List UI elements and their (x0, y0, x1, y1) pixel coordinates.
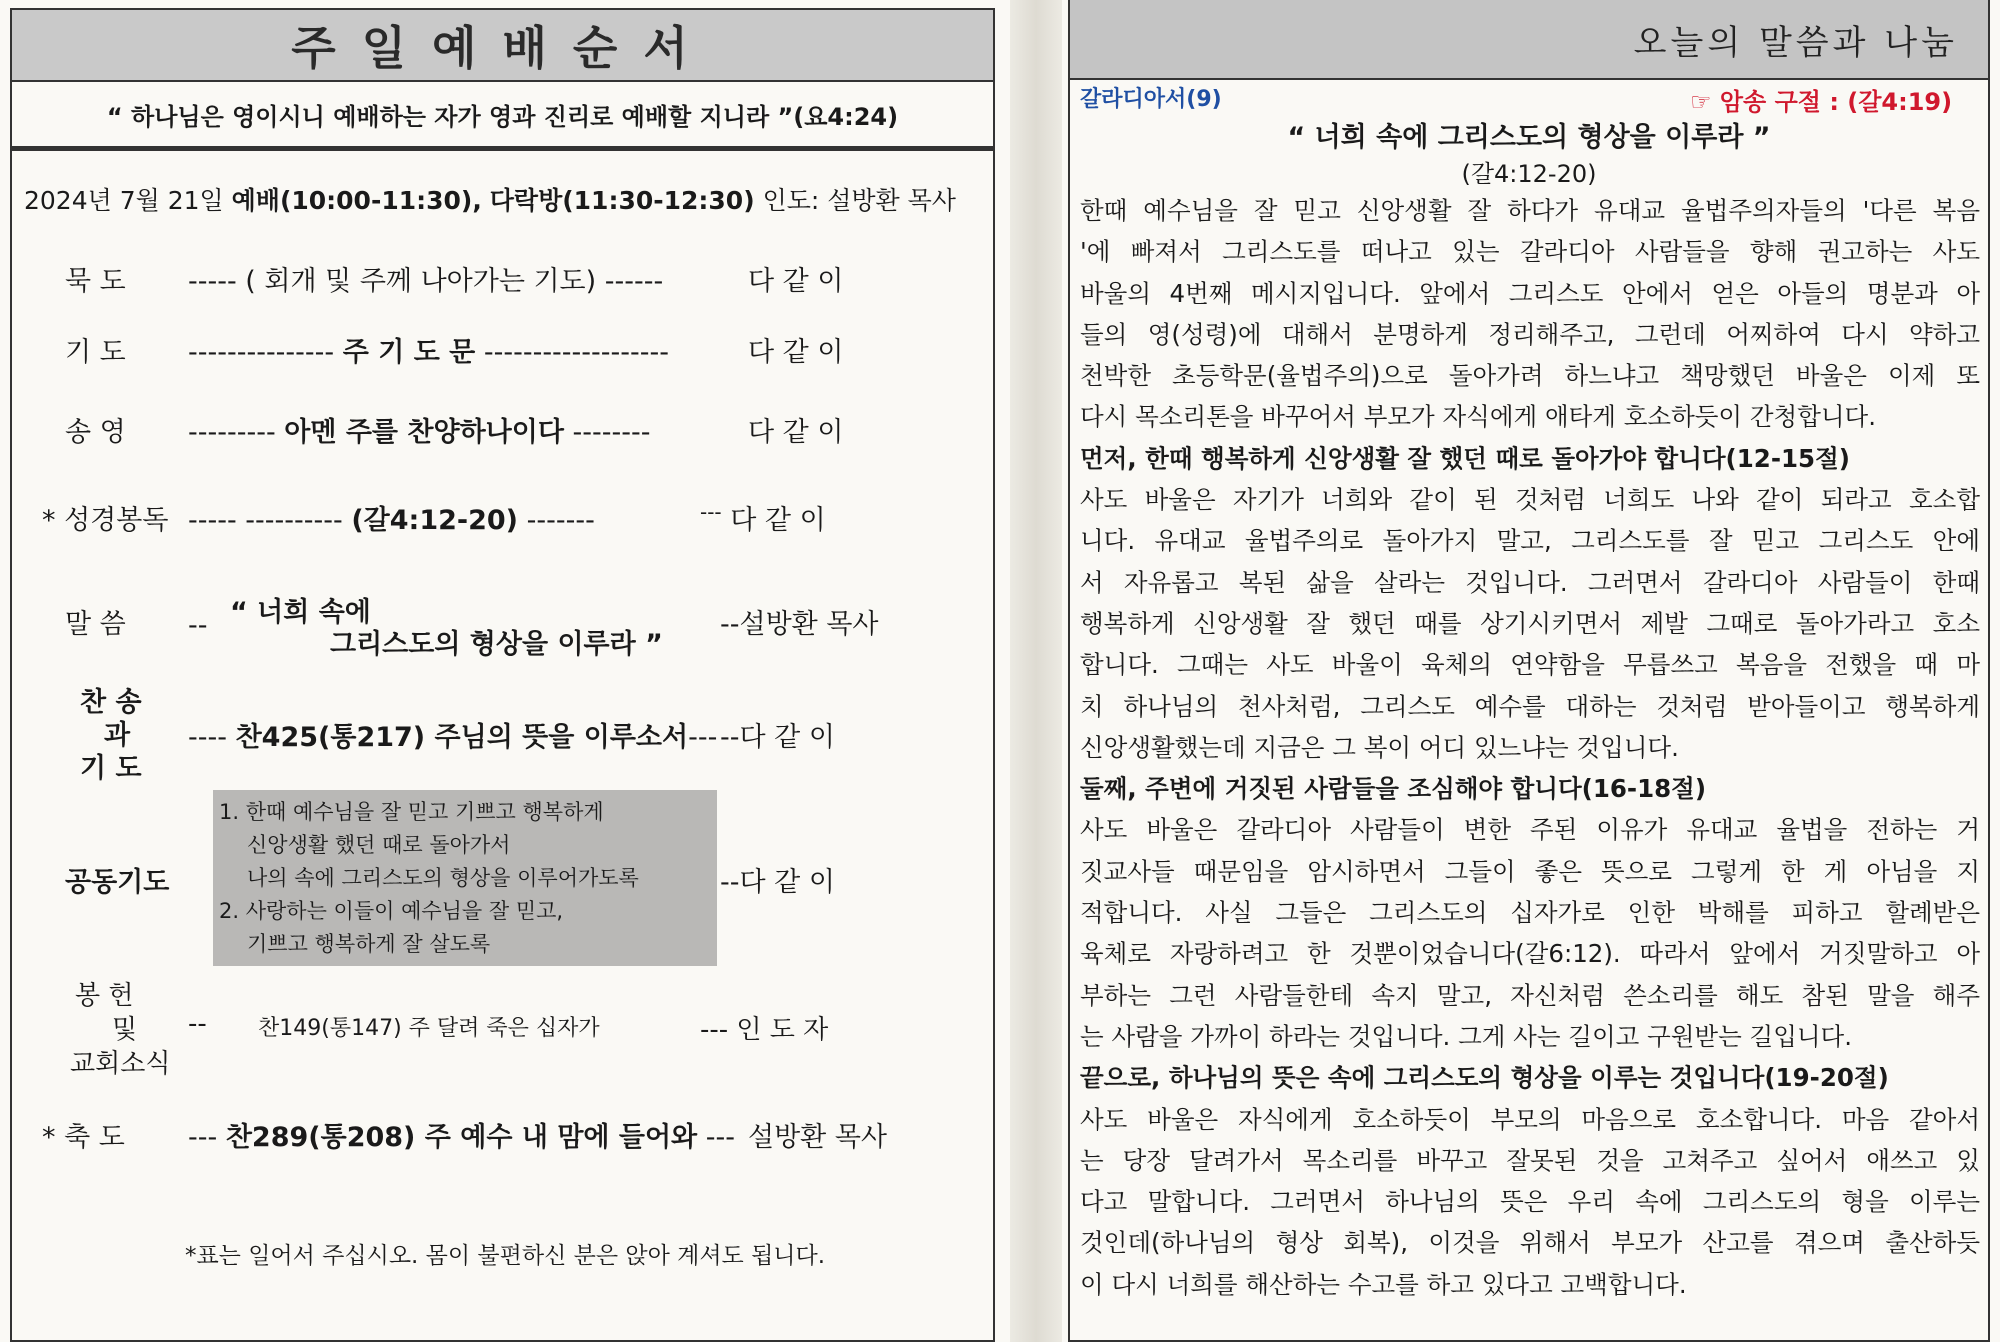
body-line: 행복하게 신앙생활 잘 했던 때를 상기시키면서 제발 그때로 돌아가라고 호소 (1080, 608, 1980, 638)
worship-item-sermon (0, 598, 1000, 678)
item-detail: ---- 찬425(통217) 주님의 뜻을 이루소서--- (188, 722, 718, 753)
body-line: 한때 예수님을 잘 믿고 신앙생활 잘 하다가 유대교 율법주의자들의 '다른 복음 (1080, 196, 1980, 225)
service-time: 예배(10:00-11:30), (231, 186, 482, 215)
item-detail: --------- 아멘 주를 찬양하나이다 -------- (188, 417, 651, 448)
prayer-line: 기쁘고 행복하게 잘 살도록 (247, 932, 491, 956)
body-line: 이 다시 너희를 해산하는 수고를 하고 있다고 고백합니다. (1080, 1269, 1687, 1299)
body-line: 는 사람을 가까이 하라는 것입니다. 그게 사는 길이고 구원받는 길입니다. (1080, 1021, 1853, 1051)
body-line: 다시 목소리톤을 바꾸어서 부모가 자식에게 애타게 호소하듯이 간청합니다. (1080, 402, 1876, 432)
body-line: 들의 영(성령)에 대해서 분명하게 정리해주고, 그런데 어찌하여 다시 약하고 (1080, 319, 1980, 349)
item-detail: --- 찬289(통208) 주 예수 내 맘에 들어와 --- (188, 1122, 735, 1153)
series-label: 갈라디아서(9) (1080, 87, 1222, 112)
item-leader: --- 인 도 자 (700, 1015, 829, 1045)
item-leader: --설방환 목사 (720, 609, 879, 640)
item-detail-dash: -- (188, 1009, 207, 1039)
section-heading: 끝으로, 하나님의 뜻은 속에 그리스도의 형상을 이루는 것입니다(19-20절) (1080, 1063, 1889, 1093)
upper-room-time: 다락방(11:30-12:30) (489, 186, 755, 215)
sermon-reference: (갈4:12-20) (1461, 160, 1597, 188)
worship-item-offering-and-news (0, 975, 1000, 1085)
body-line: 육체로 자랑하려고 한 것뿐이었습니다(갈6:12). 따라서 앞에서 거짓말하고 아 (1080, 939, 1980, 969)
scripture-quote: “ 하나님은 영이시니 예배하는 자가 영과 진리로 예배할 지니라 ”(요4:24) (10, 82, 995, 148)
body-line: 바울의 4번째 메시지입니다. 앞에서 그리스도 안에서 얻은 아들의 명분과 아 (1080, 278, 1980, 308)
body-line: 짓교사들 때문임을 암시하면서 그들이 좋은 뜻으로 그렇게 한 게 아님을 지 (1080, 856, 1980, 886)
item-label-line-1: 찬 송 (80, 687, 142, 718)
item-leader: --다 같 이 (720, 867, 835, 898)
item-leader: 설방환 목사 (748, 1122, 887, 1153)
memory-verse: ☞ 암송 구절 : (갈4:19) (1690, 88, 1953, 116)
standing-note: *표는 일어서 주십시오. 몸이 불편하신 분은 앉아 계셔도 됩니다. (184, 1243, 826, 1269)
body-line: 는 당장 달려가서 목소리를 바꾸고 잘못된 것을 고쳐주고 싶어서 애쓰고 있 (1080, 1145, 1980, 1175)
item-detail: 찬149(통147) 주 달려 죽은 십자가 (258, 1016, 600, 1041)
body-line: 니다. 유대교 율법주의로 돌아가지 말고, 그리스도를 잘 믿고 그리스도 안에 (1080, 526, 1980, 556)
service-date: 2024년 7월 21일 (24, 186, 224, 215)
body-line: 사도 바울은 자식에게 호소하듯이 부모의 마음으로 호소합니다. 마음 같아서 (1080, 1104, 1980, 1134)
body-line: '에 빠져서 그리스도를 떠나고 있는 갈라디아 사람들을 향해 권고하는 사도 (1080, 237, 1980, 267)
item-label-line-3: 교회소식 (70, 1049, 171, 1079)
body-line: 부하는 그런 사람들한테 속지 말고, 자신처럼 쓴소리를 해도 참된 말을 해주 (1080, 980, 1980, 1010)
item-detail-dash: -- (188, 610, 208, 641)
item-leader: --- 다 같 이 (700, 500, 826, 536)
body-line: 적합니다. 사실 그들은 그리스도의 십자가로 인한 박해를 피하고 할례받은 (1080, 898, 1980, 928)
item-detail: ----- ( 회개 및 주께 나아가는 기도) ------ (188, 266, 664, 297)
item-leader: --다 같 이 (720, 722, 835, 753)
section-heading: 둘째, 주변에 거짓된 사람들을 조심해야 합니다(16-18절) (1080, 774, 1707, 804)
body-line: 다고 말합니다. 그러면서 하나님의 뜻은 우리 속에 그리스도의 형을 이루는 (1080, 1187, 1980, 1217)
body-line: 치 하나님의 천사처럼, 그리스도 예수를 대하는 것처럼 받아들이고 행복하게 (1080, 691, 1980, 721)
prayer-line: 나의 속에 그리스도의 형상을 이루어가도록 (247, 866, 639, 890)
item-leader: 다 같 이 (748, 337, 844, 368)
item-label-line-2: 및 (112, 1015, 138, 1045)
item-label: * 축 도 (42, 1122, 125, 1153)
item-label: 기 도 (65, 337, 126, 368)
todays-word-header: 오늘의 말씀과 나눔 (1068, 0, 1990, 80)
service-dateline (24, 181, 956, 217)
body-line: 신앙생활했는데 지금은 그 복이 어디 있느냐는 것입니다. (1080, 732, 1679, 762)
item-label: 묵 도 (65, 266, 126, 297)
item-label: * 성경봉독 (42, 505, 169, 536)
sermon-title: “ 너희 속에 그리스도의 형상을 이루라 ” (1287, 122, 1771, 153)
page-gutter (1010, 0, 1062, 1342)
item-label: 공동기도 (65, 867, 170, 898)
body-line: 합니다. 그때는 사도 바울이 육체의 연약함을 무릅쓰고 복음을 전했을 때 마 (1080, 650, 1980, 680)
item-leader: 다 같 이 (748, 266, 844, 297)
sermon-title-line-2: 그리스도의 형상을 이루라 ” (330, 629, 663, 660)
item-detail: ----- ---------- (갈4:12-20) ------- (188, 505, 595, 536)
body-line: 천박한 초등학문(율법주의)으로 돌아가려 하느냐고 책망했던 바울은 이제 또 (1080, 361, 1980, 391)
item-label-line-1: 봉 헌 (75, 981, 134, 1011)
item-detail: --------------- 주 기 도 문 ------------------- (188, 337, 669, 368)
body-line: 사도 바울은 자기가 너희와 같이 된 것처럼 너희도 나와 같이 되라고 호소합 (1080, 485, 1980, 515)
item-label: 말 씀 (65, 609, 126, 640)
item-label-line-3: 기 도 (80, 753, 142, 784)
sermon-body (1080, 190, 1980, 1305)
prayer-line: 2. 사랑하는 이들이 예수님을 잘 믿고, (219, 899, 564, 923)
item-label-line-2: 과 (104, 720, 131, 751)
worship-item-hymn-and-prayer (0, 680, 1000, 790)
body-line: 것인데(하나님의 형상 회복), 이것을 위해서 부모가 산고를 겪으며 출산하듯 (1080, 1228, 1980, 1258)
body-line: 서 자유롭고 복된 삶을 살라는 것입니다. 그러면서 갈라디아 사람들이 한때 (1080, 567, 1980, 597)
prayer-line: 신앙생활 했던 때로 돌아가서 (247, 833, 511, 857)
item-leader: 다 같 이 (748, 417, 844, 448)
prayer-line: 1. 한때 예수님을 잘 믿고 기쁘고 행복하게 (219, 800, 604, 824)
order-of-worship-title: 주일예배순서 (10, 8, 995, 82)
sermon-title-line-1: “ 너희 속에 (230, 597, 371, 628)
section-heading: 먼저, 한때 행복하게 신앙생활 잘 했던 때로 돌아가야 합니다(12-15절) (1080, 443, 1850, 473)
body-line: 사도 바울은 갈라디아 사람들이 변한 주된 이유가 유대교 율법을 전하는 거 (1080, 815, 1980, 845)
common-prayer-box (213, 790, 717, 966)
service-leader: 인도: 설방환 목사 (762, 186, 956, 215)
item-label: 송 영 (65, 417, 126, 448)
